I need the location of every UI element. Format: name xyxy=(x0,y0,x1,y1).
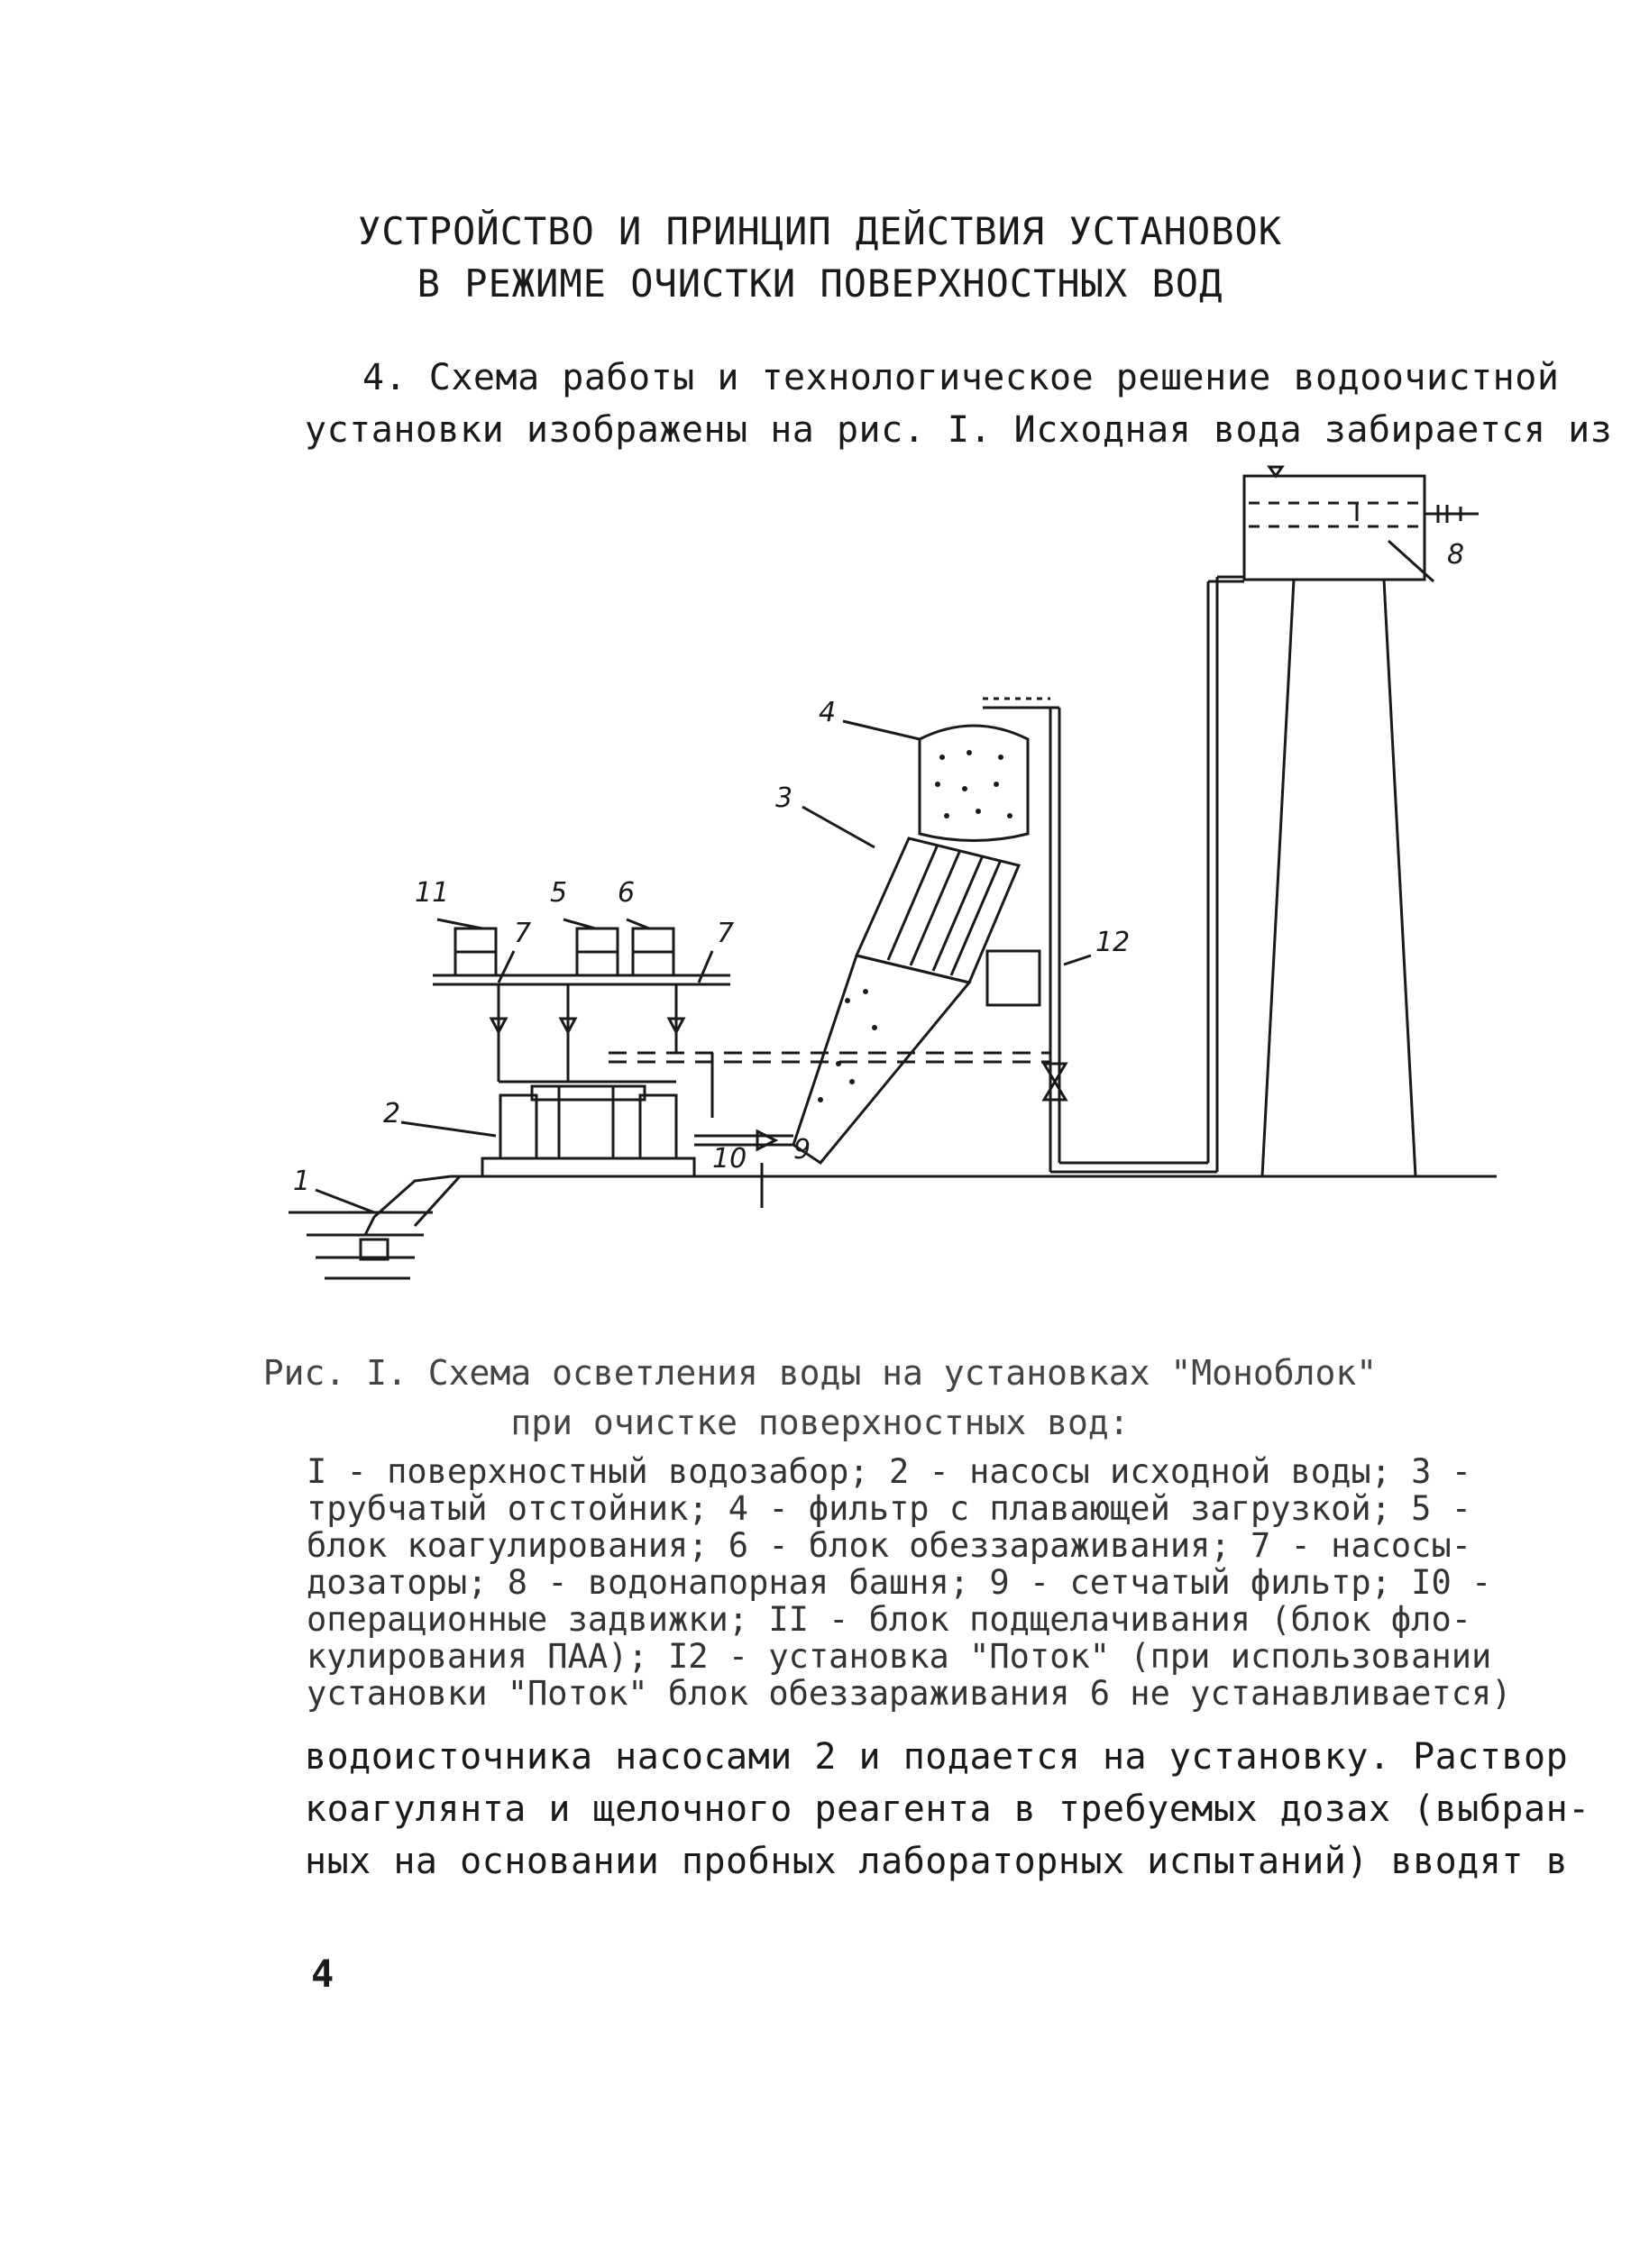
label-7a: 7 xyxy=(514,918,532,949)
label-11: 11 xyxy=(415,877,450,909)
label-6: 6 xyxy=(618,877,636,909)
body-line-2: коагулянта и щелочного реагента в требуемых дозах (выбран- xyxy=(305,1788,1590,1830)
figure-legend xyxy=(307,1452,1512,1713)
figure-caption-line-2: при очистке поверхностных вод: xyxy=(510,1403,1130,1442)
intro-line-1: 4. Схема работы и технологическое решение водоочистной xyxy=(362,357,1560,398)
label-4: 4 xyxy=(819,697,837,728)
section-heading-line-1: УСТРОЙСТВО И ПРИНЦИП ДЕЙСТВИЯ УСТАНОВОК xyxy=(357,209,1283,253)
label-10: 10 xyxy=(712,1143,747,1175)
figure-plant-schematic xyxy=(289,451,1551,1343)
body-line-1: водоисточника насосами 2 и подается на установку. Раствор xyxy=(305,1736,1569,1778)
label-1: 1 xyxy=(293,1166,311,1197)
page-number: 4 xyxy=(311,1952,334,1996)
tower-leg-right xyxy=(1384,580,1416,1176)
intake-pipe xyxy=(365,1176,451,1235)
label-7b: 7 xyxy=(717,918,735,949)
schematic-drawing xyxy=(289,451,1551,1343)
legend-line: операционные задвижки; II - блок подщелачивания (блок фло- xyxy=(307,1600,1472,1639)
pump-2-left xyxy=(500,1095,536,1158)
intro-line-2: установки изображены на рис. I. Исходная вода забирается из xyxy=(305,409,1613,451)
label-3: 3 xyxy=(775,782,793,814)
intro-paragraph xyxy=(305,352,1613,456)
label-5: 5 xyxy=(550,877,568,909)
body-paragraph xyxy=(305,1731,1590,1888)
tower-leg-left xyxy=(1262,580,1294,1176)
block-12-box xyxy=(987,951,1040,1005)
legend-line: трубчатый отстойник; 4 - фильтр с плавающей загрузкой; 5 - xyxy=(307,1489,1472,1528)
legend-line: установки "Поток" блок обеззараживания 6 не устанавливается) xyxy=(307,1674,1512,1713)
label-9: 9 xyxy=(793,1134,811,1166)
pump-2-right xyxy=(640,1095,676,1158)
legend-line: дозаторы; 8 - водонапорная башня; 9 - сетчатый фильтр; I0 - xyxy=(307,1563,1492,1602)
label-2: 2 xyxy=(383,1098,401,1129)
section-heading-line-2: В РЕЖИМЕ ОЧИСТКИ ПОВЕРХНОСТНЫХ ВОД xyxy=(417,261,1223,306)
legend-line: кулирования ПАА); I2 - установка "Поток" (при использовании xyxy=(307,1637,1492,1676)
label-8: 8 xyxy=(1447,539,1465,571)
figure-caption-line-1: Рис. I. Схема осветления воды на установках "Моноблок" xyxy=(262,1353,1378,1393)
legend-line: блок коагулирования; 6 - блок обеззараживания; 7 - насосы- xyxy=(307,1526,1472,1565)
label-12: 12 xyxy=(1095,927,1131,958)
body-line-3: ных на основании пробных лабораторных испытаний) вводят в xyxy=(305,1841,1569,1882)
legend-line: I - поверхностный водозабор; 2 - насосы исходной воды; 3 - xyxy=(307,1452,1472,1491)
